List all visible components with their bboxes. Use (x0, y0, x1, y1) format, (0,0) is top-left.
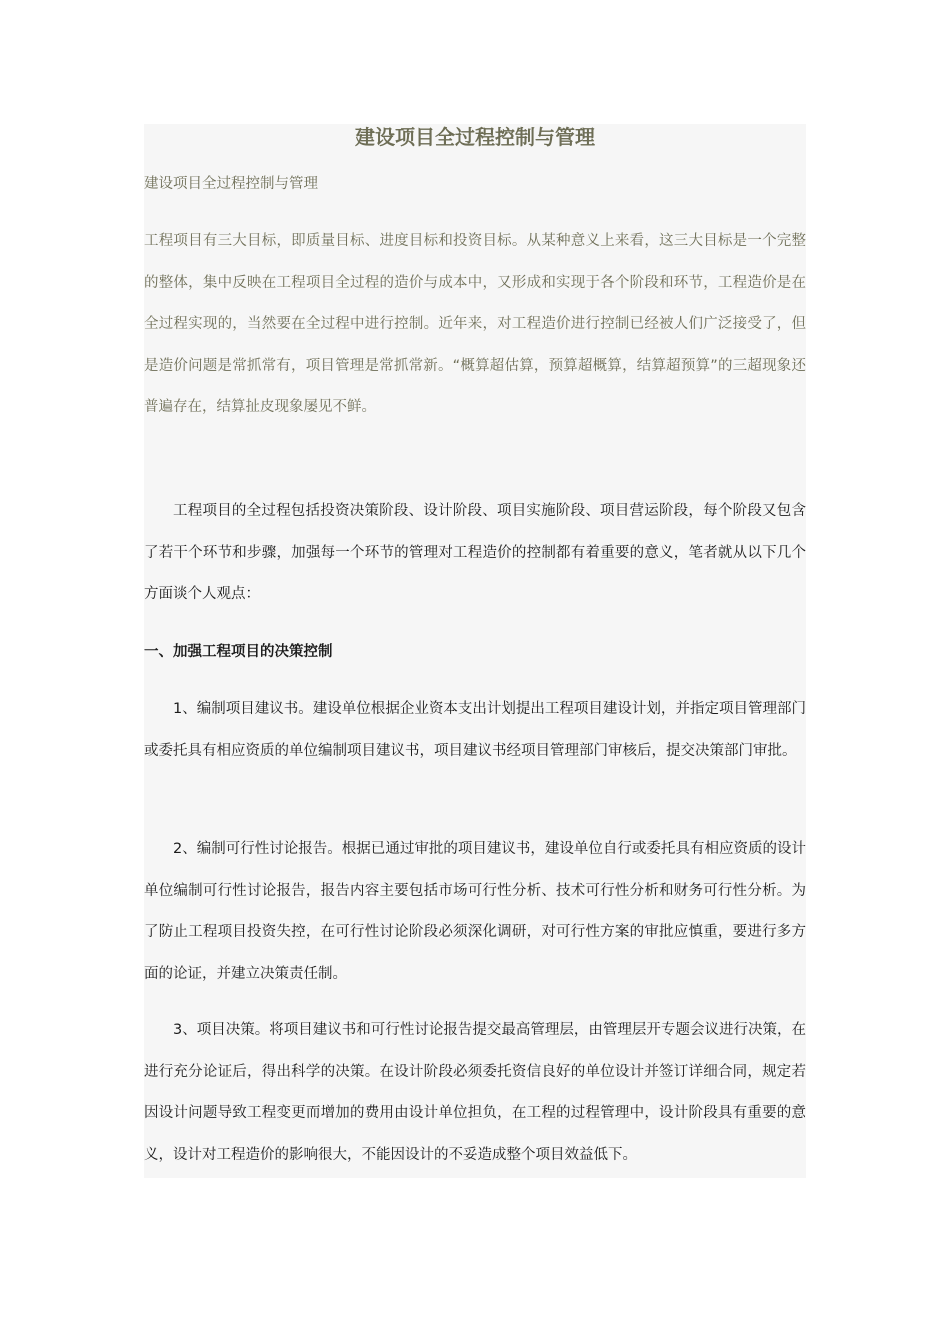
article-body (144, 124, 806, 1178)
paragraph-item-2: 2、编制可行性讨论报告。根据已通过审批的项目建议书，建设单位自行或委托具有相应资质的设计单位编制可行性讨论报告，报告内容主要包括市场可行性分析、技术可行性分析和财务可行性分析。为了防止工程项目投资失控，在可行性讨论阶段必须深化调研，对可行性方案的审批应慎重，要进行多方面的论证，并建立决策责任制。 (144, 841, 806, 982)
intro-paragraph: 工程项目有三大目标，即质量目标、进度目标和投资目标。从某种意义上来看，这三大目标是一个完整的整体，集中反映在工程项目全过程的造价与成本中，又形成和实现于各个阶段和环节，工程造价是在全过程实现的，当然要在全过程中进行控制。近年来，对工程造价进行控制已经被人们广泛接受了，但是造价问题是常抓常有，项目管理是常抓常新。“概算超估算，预算超概算，结算超预算”的三超现象还普遍存在，结算扯皮现象屡见不鲜。 (144, 233, 806, 415)
page-subtitle: 建设项目全过程控制与管理 (144, 176, 318, 192)
paragraph-item-3: 3、项目决策。将项目建议书和可行性讨论报告提交最高管理层，由管理层开专题会议进行决策，在进行充分论证后，得出科学的决策。在设计阶段必须委托资信良好的单位设计并签订详细合同，规定若因设计问题导致工程变更而增加的费用由设计单位担负，在工程的过程管理中，设计阶段具有重要的意义，设计对工程造价的影响很大，不能因设计的不妥造成整个项目效益低下。 (144, 1022, 806, 1163)
overview-paragraph: 工程项目的全过程包括投资决策阶段、设计阶段、项目实施阶段、项目营运阶段，每个阶段又包含了若干个环节和步骤，加强每一个环节的管理对工程造价的控制都有着重要的意义，笔者就从以下几个方面谈个人观点： (144, 503, 806, 602)
page-title: 建设项目全过程控制与管理 (355, 125, 595, 149)
section-heading-decision-control: 一、加强工程项目的决策控制 (144, 644, 333, 660)
paragraph-item-1: 1、编制项目建议书。建设单位根据企业资本支出计划提出工程项目建设计划，并指定项目管理部门或委托具有相应资质的单位编制项目建议书，项目建议书经项目管理部门审核后，提交决策部门审批。 (144, 701, 806, 759)
